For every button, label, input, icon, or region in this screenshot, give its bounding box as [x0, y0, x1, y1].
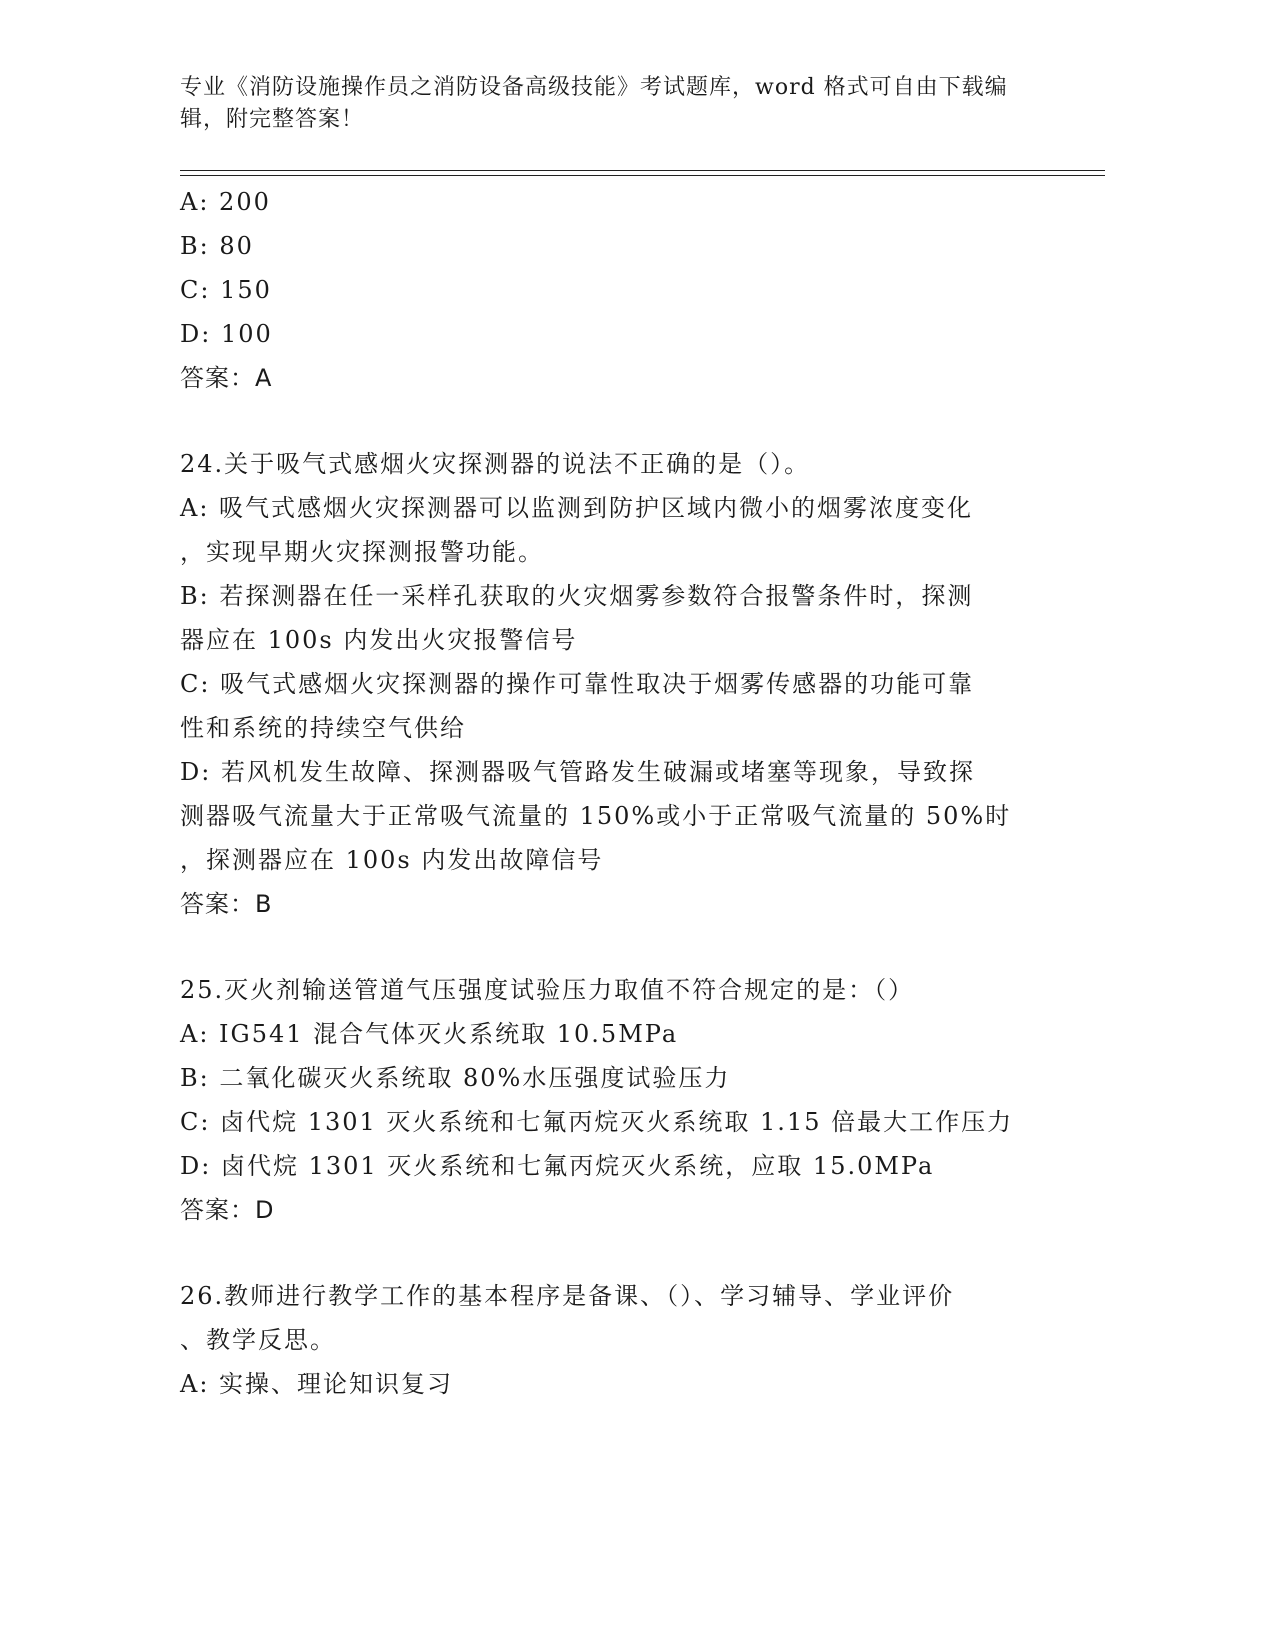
header-line-2: 辑，附完整答案！	[180, 107, 365, 132]
question-26-stem: 26.教师进行教学工作的基本程序是备课、（）、学习辅导、学业评价	[180, 1282, 955, 1310]
question-24-stem: 24.关于吸气式感烟火灾探测器的说法不正确的是（）。	[180, 450, 811, 478]
question-25-option-b: B: 二氧化碳灭火系统取 80%水压强度试验压力	[180, 1064, 731, 1092]
question-23-options	[180, 184, 1040, 404]
question-24-option-d-cont: 测器吸气流量大于正常吸气流量的 150%或小于正常吸气流量的 50%时	[180, 802, 1012, 830]
spacer	[180, 404, 1040, 446]
option-c: C: 150	[180, 276, 272, 304]
option-d: D: 100	[180, 320, 273, 348]
question-25-option-c: C: 卤代烷 1301 灭火系统和七氟丙烷灭火系统取 1.15 倍最大工作压力	[180, 1108, 1014, 1136]
question-24-option-a-cont: ，实现早期火灾探测报警功能。	[180, 538, 544, 566]
question-26	[180, 1278, 1040, 1410]
spacer	[180, 1236, 1040, 1278]
document-header	[180, 72, 1040, 136]
question-24-option-b: B: 若探测器在任一采样孔获取的火灾烟雾参数符合报警条件时，探测	[180, 582, 974, 610]
question-26-stem-cont: 、教学反思。	[180, 1326, 336, 1354]
question-24-option-a: A: 吸气式感烟火灾探测器可以监测到防护区域内微小的烟雾浓度变化	[180, 494, 974, 522]
header-line-1: 专业《消防设施操作员之消防设备高级技能》考试题库，word 格式可自由下载编	[180, 75, 1008, 100]
question-24-option-d-cont2: ，探测器应在 100s 内发出故障信号	[180, 846, 604, 874]
question-26-option-a: A: 实操、理论知识复习	[180, 1370, 454, 1398]
spacer	[180, 930, 1040, 972]
question-content	[180, 184, 1040, 1410]
answer-24: 答案：B	[180, 890, 273, 918]
question-25-option-d: D: 卤代烷 1301 灭火系统和七氟丙烷灭火系统，应取 15.0MPa	[180, 1152, 935, 1180]
answer-25: 答案：D	[180, 1196, 275, 1224]
option-a: A: 200	[180, 188, 271, 216]
question-25-stem: 25.灭火剂输送管道气压强度试验压力取值不符合规定的是：（）	[180, 976, 915, 1004]
question-24-option-d: D: 若风机发生故障、探测器吸气管路发生破漏或堵塞等现象，导致探	[180, 758, 975, 786]
header-divider-top	[180, 170, 1105, 171]
answer-23: 答案：A	[180, 364, 273, 392]
question-24-option-b-cont: 器应在 100s 内发出火灾报警信号	[180, 626, 578, 654]
question-25	[180, 972, 1040, 1236]
question-24-option-c-cont: 性和系统的持续空气供给	[180, 714, 466, 742]
header-divider-bottom	[180, 175, 1105, 176]
question-25-option-a: A: IG541 混合气体灭火系统取 10.5MPa	[180, 1020, 679, 1048]
question-24	[180, 446, 1040, 930]
question-24-option-c: C: 吸气式感烟火灾探测器的操作可靠性取决于烟雾传感器的功能可靠	[180, 670, 975, 698]
option-b: B: 80	[180, 232, 254, 260]
